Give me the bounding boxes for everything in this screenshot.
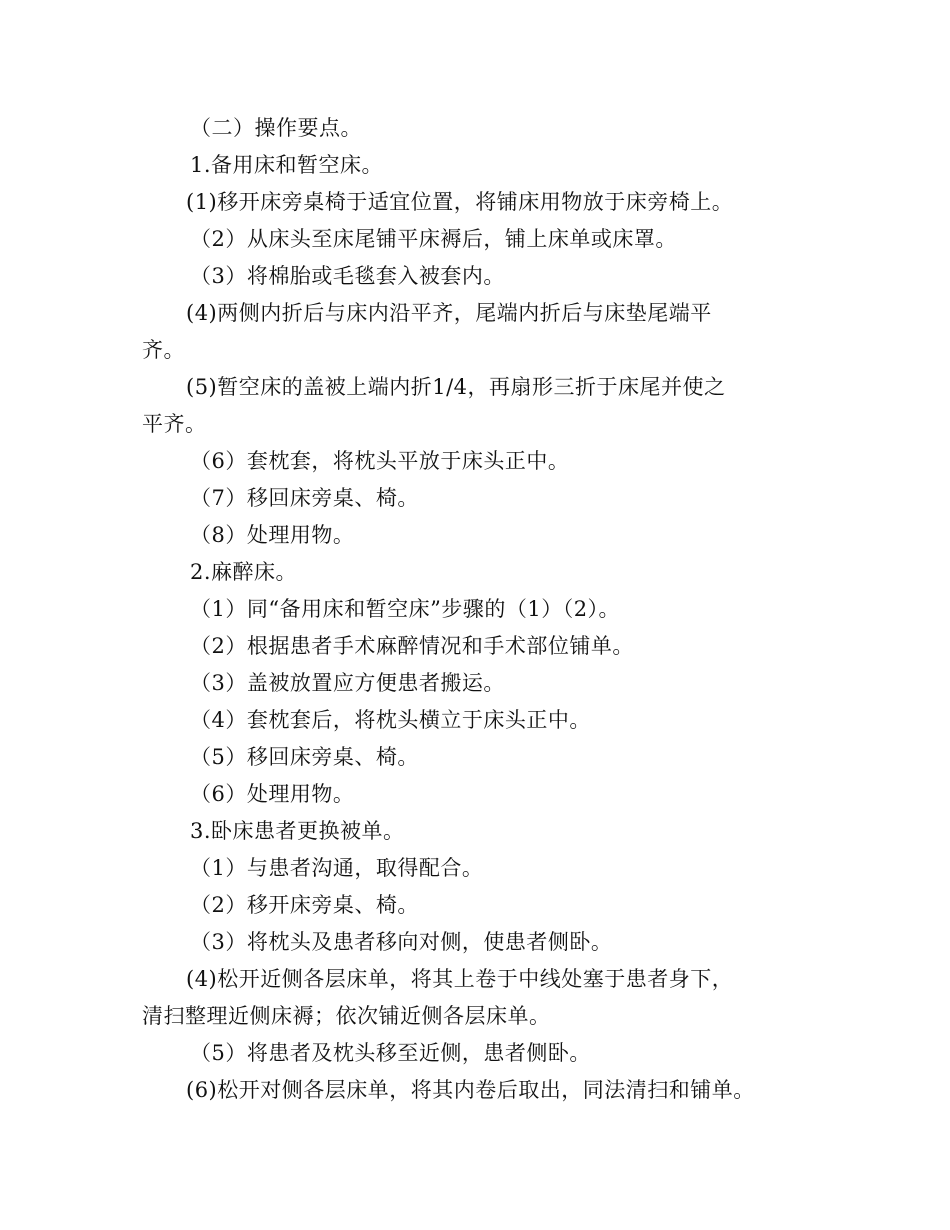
- step-line: （2）移开床旁桌、椅。: [190, 893, 419, 917]
- subsection-heading: 1.备用床和暂空床。: [190, 153, 384, 177]
- subsection-heading: 2.麻醉床。: [190, 560, 298, 584]
- document-body: [142, 110, 822, 1109]
- step-line: (1)移开床旁桌椅于适宜位置，将铺床用物放于床旁椅上。: [186, 190, 734, 214]
- step-line: （1）与患者沟通，取得配合。: [190, 856, 484, 880]
- step-line-continuation: 平齐。: [142, 412, 207, 436]
- step-line: （3）将枕头及患者移向对侧，使患者侧卧。: [190, 930, 613, 954]
- step-line: （8）处理用物。: [190, 523, 355, 547]
- step-line: （6）套枕套，将枕头平放于床头正中。: [190, 449, 570, 473]
- step-line: （5）将患者及枕头移至近侧，患者侧卧。: [190, 1041, 591, 1065]
- step-line: （5）移回床旁桌、椅。: [190, 745, 419, 769]
- step-line: （4）套枕套后，将枕头横立于床头正中。: [190, 708, 591, 732]
- step-line: （3）盖被放置应方便患者搬运。: [190, 671, 505, 695]
- step-line: (6)松开对侧各层床单，将其内卷后取出，同法清扫和铺单。: [186, 1078, 755, 1102]
- subsection-heading: 3.卧床患者更换被单。: [190, 819, 405, 843]
- step-line: （2）根据患者手术麻醉情况和手术部位铺单。: [190, 634, 634, 658]
- step-line: （7）移回床旁桌、椅。: [190, 486, 419, 510]
- step-line: （2）从床头至床尾铺平床褥后，铺上床单或床罩。: [190, 227, 677, 251]
- step-line: （1）同“备用床和暂空床”步骤的（1）（2）。: [190, 597, 621, 621]
- step-line-continuation: 齐。: [142, 338, 185, 362]
- step-line: (5)暂空床的盖被上端内折1/4，再扇形三折于床尾并使之: [186, 375, 726, 399]
- step-line: (4)松开近侧各层床单，将其上卷于中线处塞于患者身下，: [186, 967, 734, 991]
- step-line: （3）将棉胎或毛毯套入被套内。: [190, 264, 505, 288]
- step-line: (4)两侧内折后与床内沿平齐，尾端内折后与床垫尾端平: [186, 301, 712, 325]
- step-line-continuation: 清扫整理近侧床褥；依次铺近侧各层床单。: [142, 1004, 551, 1028]
- section-heading: （二）操作要点。: [190, 116, 362, 140]
- step-line: （6）处理用物。: [190, 782, 355, 806]
